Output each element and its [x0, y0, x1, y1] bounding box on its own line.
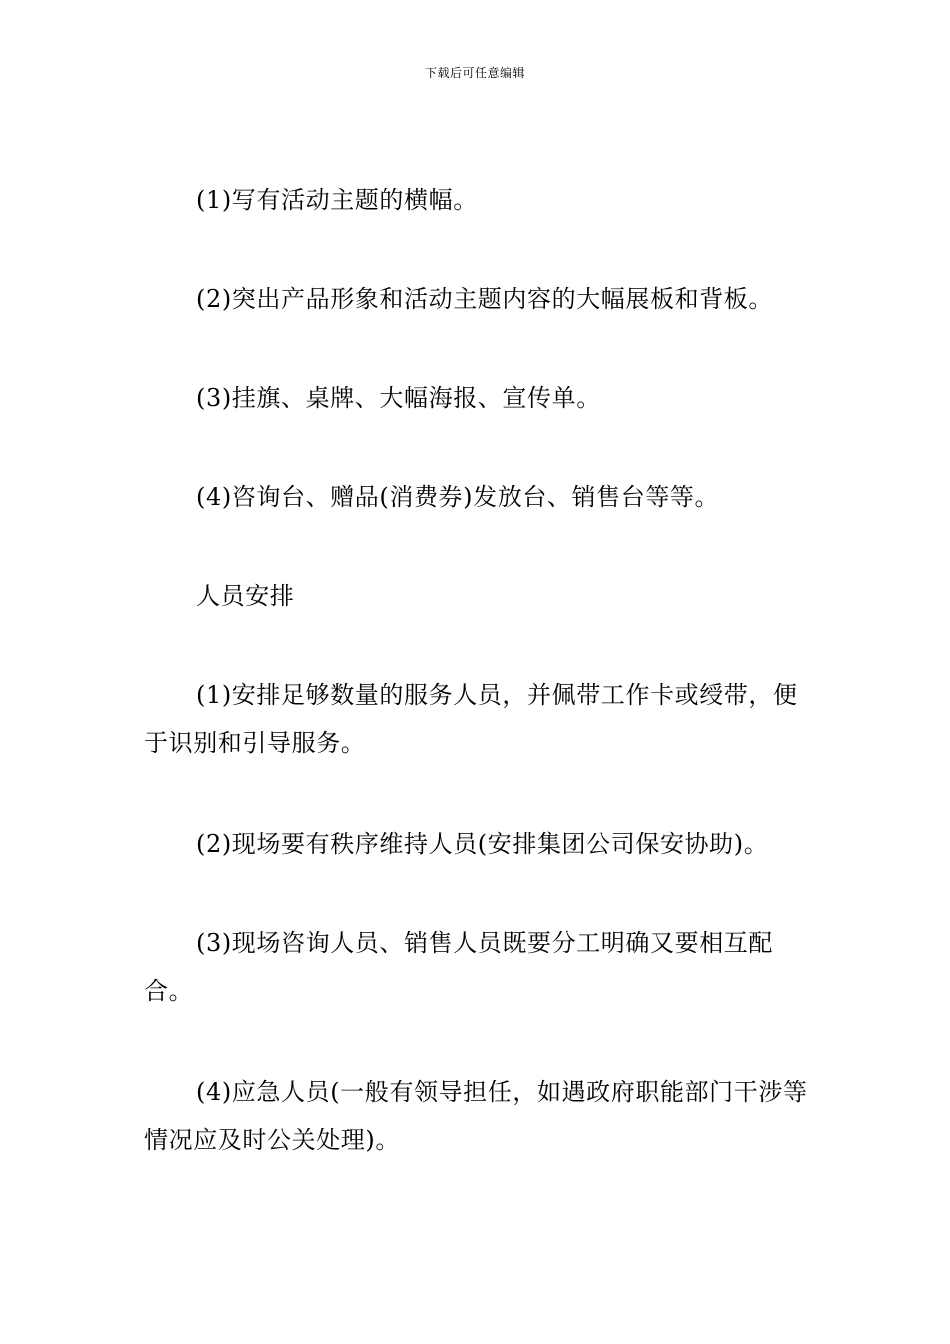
paragraph-flags-posters: (3)挂旗、桌牌、大幅海报、宣传单。	[196, 384, 601, 412]
section-heading-staffing: 人员安排	[196, 582, 295, 610]
paragraph-consult-sales: (3)现场咨询人员、销售人员既要分工明确又要相互配合。	[144, 929, 773, 1005]
page-header: 下载后可任意编辑	[424, 66, 525, 80]
paragraph-display-board: (2)突出产品形象和活动主题内容的大幅展板和背板。	[196, 285, 773, 313]
paragraph-counters: (4)咨询台、赠品(消费券)发放台、销售台等等。	[196, 483, 720, 511]
paragraph-order-staff: (2)现场要有秩序维持人员(安排集团公司保安协助)。	[196, 830, 769, 858]
paragraph-banner: (1)写有活动主题的横幅。	[196, 186, 478, 214]
paragraph-service-staff: (1)安排足够数量的服务人员，并佩带工作卡或绶带，便于识别和引导服务。	[144, 681, 798, 757]
paragraph-emergency-staff: (4)应急人员(一般有领导担任，如遇政府职能部门干涉等情况应及时公关处理)。	[144, 1078, 808, 1154]
